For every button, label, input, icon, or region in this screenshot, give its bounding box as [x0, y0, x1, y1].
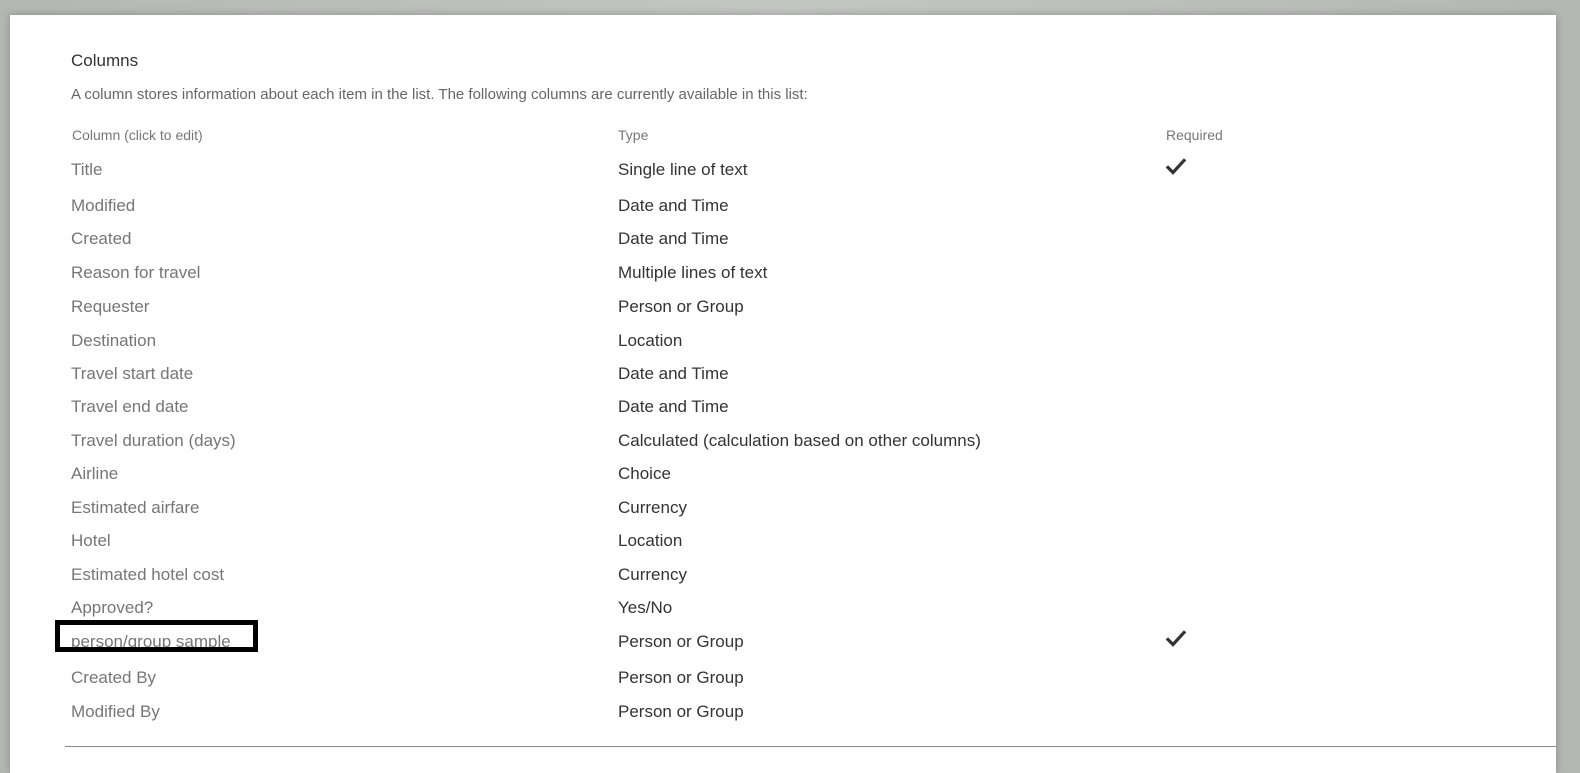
column-name-link[interactable]: Travel duration (days) [71, 431, 236, 450]
table-row [10, 397, 1556, 421]
column-name-link[interactable]: Reason for travel [71, 263, 201, 282]
section-description: A column stores information about each item in the list. The following columns are currently available in this list: [71, 86, 808, 103]
column-name-link[interactable]: Airline [71, 464, 119, 483]
column-name-link[interactable]: Created By [71, 668, 157, 687]
column-header-type: Type [618, 127, 649, 143]
column-type: Person or Group [618, 632, 744, 651]
table-row [10, 531, 1556, 555]
column-name-link[interactable]: Requester [71, 297, 150, 316]
table-row [10, 331, 1556, 355]
column-type: Person or Group [618, 668, 744, 687]
column-name-link[interactable]: Approved? [71, 598, 154, 617]
columns-settings-panel [10, 15, 1556, 773]
section-divider [65, 746, 1556, 747]
column-type: Person or Group [618, 297, 744, 316]
column-type: Date and Time [618, 364, 729, 383]
column-name-link[interactable]: Destination [71, 331, 157, 350]
table-row [10, 464, 1556, 488]
table-row [10, 229, 1556, 253]
column-name-link[interactable]: Estimated airfare [71, 498, 200, 517]
column-type: Currency [618, 498, 687, 517]
column-type: Date and Time [618, 397, 729, 416]
table-row [10, 160, 1556, 184]
column-header-required: Required [1166, 127, 1223, 143]
column-name-link[interactable]: person/group sample [71, 632, 231, 651]
column-name-link[interactable]: Estimated hotel cost [71, 565, 225, 584]
column-name-link[interactable]: Modified By [71, 702, 160, 721]
table-row [10, 263, 1556, 287]
checkmark-icon [1165, 156, 1187, 178]
column-name-link[interactable]: Travel end date [71, 397, 189, 416]
column-type: Choice [618, 464, 671, 483]
column-type: Date and Time [618, 229, 729, 248]
column-type: Person or Group [618, 702, 744, 721]
column-name-link[interactable]: Modified [71, 196, 136, 215]
column-type: Multiple lines of text [618, 263, 768, 282]
section-title: Columns [71, 51, 139, 70]
table-row [10, 668, 1556, 692]
checkmark-icon [1165, 628, 1187, 650]
column-type: Single line of text [618, 160, 748, 179]
column-type: Date and Time [618, 196, 729, 215]
column-name-link[interactable]: Title [71, 160, 103, 179]
table-row [10, 431, 1556, 455]
column-name-link[interactable]: Travel start date [71, 364, 194, 383]
column-name-link[interactable]: Created [71, 229, 132, 248]
table-row [10, 565, 1556, 589]
column-name-link[interactable]: Hotel [71, 531, 111, 550]
column-type: Location [618, 331, 683, 350]
table-row [10, 598, 1556, 622]
column-type: Location [618, 531, 683, 550]
column-type: Yes/No [618, 598, 673, 617]
table-row [10, 196, 1556, 220]
table-row [10, 498, 1556, 522]
table-row [10, 364, 1556, 388]
table-row [10, 297, 1556, 321]
column-type: Currency [618, 565, 687, 584]
column-type: Calculated (calculation based on other columns) [618, 431, 981, 450]
column-header-name: Column (click to edit) [72, 127, 203, 143]
table-row [10, 632, 1556, 656]
table-row [10, 702, 1556, 726]
